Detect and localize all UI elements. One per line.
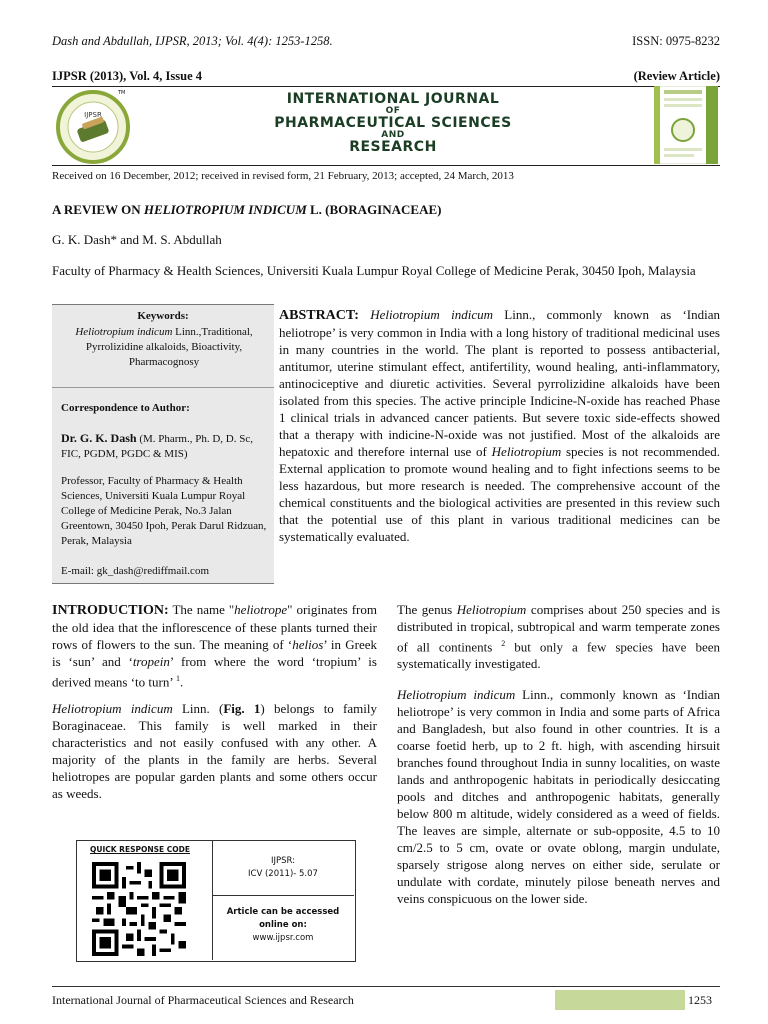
keywords-heading: Keywords: — [137, 310, 189, 322]
intro-paragraph-2 — [52, 700, 377, 802]
introduction-column — [52, 601, 377, 812]
banner-line-4: AND — [381, 130, 405, 140]
qr-access-line-1: Article can be accessed — [226, 907, 340, 917]
right-paragraph-2 — [397, 686, 720, 907]
intro-text: Linn. ( — [172, 701, 224, 717]
author-degrees: (M. Pharm., Ph. D, D. Sc, FIC, PGDM, PGDC & MIS) — [61, 433, 253, 460]
abstract-label: ABSTRACT: — [279, 308, 359, 323]
correspondence-address: Professor, Faculty of Pharmacy & Health Sciences, Universiti Kuala Lumpur Royal College of Medicine Perak, No.3 Jalan Greentown, 30450 Ipoh, Perak Darul Ridzuan, Perak, Malaysia — [61, 475, 267, 547]
banner-line-5: RESEARCH — [349, 139, 437, 155]
header-rule — [52, 86, 720, 87]
body-italic: Heliotropium indicum — [397, 687, 516, 703]
authors: G. K. Dash* and M. S. Abdullah — [52, 232, 222, 247]
abstract-species: Heliotropium indicum — [370, 307, 493, 322]
abstract-part-1: Linn., commonly known as ‘Indian heliotrope’ is very common in India with a long history of traditional medicinal uses in many countries in the world. The plant is reported to possess antibacterial, antitumor, uterine stimulant effect, antifertility, wound healing, anti-inflammatory, antinociceptive and diuretic activities. Several pyrrolizidine alkaloids have been isolated from this species. The active principle Indicine-N-oxide has reached Phase 1 clinical trials in advanced cancer patients. But severe toxic side-effects showed that a therapy with indicine-N-oxide was not justified. Most of the alkaloids are hepatoxic and therefore internal use of — [279, 307, 721, 459]
sidebar-divider — [52, 387, 274, 388]
issn: ISSN: 0975-8232 — [632, 34, 720, 48]
keywords-species: Heliotropium indicum — [75, 326, 173, 338]
logo-text: IJPSR — [84, 111, 102, 119]
page-number: 1253 — [688, 993, 712, 1007]
figure-1-link[interactable]: Fig. 1 — [223, 701, 261, 717]
qr-icv: ICV (2011)- 5.07 — [248, 869, 318, 879]
qr-url-link[interactable]: www.ijpsr.com — [252, 933, 314, 943]
article-type: (Review Article) — [633, 69, 720, 83]
correspondence-name — [61, 431, 273, 462]
qr-access-line-2: online on: — [259, 920, 307, 930]
qr-divider — [212, 895, 354, 896]
abstract-part-2: species is not recommended. External application to promote wound healing and to fight infections seems to be less hazardous, but more research is needed. The comprehensive account of the chemical constituents and the biological activities are presented in this review such that the potential use of this plant in various traditional medicines can be systematically evaluated. — [279, 444, 720, 544]
reference-2-link[interactable]: 2 — [501, 639, 506, 648]
correspondence-heading: Correspondence to Author: — [61, 402, 190, 414]
journal-logo — [56, 90, 130, 164]
reference-1-link[interactable]: 1 — [175, 674, 180, 683]
title-prefix: A REVIEW ON — [52, 202, 144, 217]
qr-ijpsr-label: IJPSR: — [270, 856, 296, 866]
intro-paragraph-1 — [52, 601, 377, 690]
body-text: comprises about 250 species and is distributed in tropical, subtropical and warm temperate zones of all continents — [397, 602, 720, 655]
intro-label: INTRODUCTION: — [52, 603, 169, 618]
author-name: Dr. G. K. Dash — [61, 431, 137, 445]
intro-text: . — [179, 674, 184, 690]
title-suffix: L. (BORAGINACEAE) — [306, 202, 442, 217]
intro-italic: helios — [292, 637, 324, 652]
body-italic: Heliotropium — [456, 602, 527, 617]
affiliation: Faculty of Pharmacy & Health Sciences, Universiti Kuala Lumpur Royal College of Medicine Perak, 30450 Ipoh, Malaysia — [52, 263, 696, 278]
intro-italic: Heliotropium indicum — [52, 701, 173, 717]
qr-heading: QUICK RESPONSE CODE — [90, 845, 190, 854]
body-text: The genus — [397, 602, 457, 617]
trademark: TM — [118, 90, 126, 96]
keywords-text — [58, 325, 270, 370]
correspondence-email: E-mail: gk_dash@rediffmail.com — [61, 565, 210, 577]
banner-line-1: INTERNATIONAL JOURNAL — [286, 91, 500, 107]
received-dates: Received on 16 December, 2012; received in revised form, 21 February, 2013; accepted, 24 March, 2013 — [52, 170, 514, 182]
intro-text: ’ from where the word ‘tropium’ is derived means ‘to turn’ — [52, 654, 377, 690]
qr-ijpsr — [212, 855, 354, 881]
volume-issue: IJPSR (2013), Vol. 4, Issue 4 — [52, 69, 203, 83]
abstract — [279, 306, 720, 545]
qr-access — [212, 906, 354, 945]
intro-text: " originates from the old idea that the inflorescence of these plants turned their rows of flowers to the sun. The meaning of ‘ — [52, 602, 377, 652]
intro-text: ’ in Greek is ‘sun’ and ‘ — [52, 637, 377, 669]
page-number-bar — [555, 990, 685, 1010]
body-text: but only a few species have been systematically investigated. — [397, 639, 720, 672]
qr-code-icon[interactable] — [92, 862, 186, 956]
article-title — [52, 202, 441, 218]
body-text: Linn., commonly known as ‘Indian heliotrope’ is very common in India and some parts of Africa and Bangladesh, but also found in other countries. It is a coarse foetid herb, up to 2 ft. high, with ascending hirsuit branches found throughout India in sunny localities, on waste lands and anthropogenic habitats in periodically desiccating pools and ditches and anthropogenic habitats, generally below 800 m altitude, widely considered as a weed of fields. The leaves are simple, alternate or sub-opposite, 4.5 to 10 cm/2.5 to 5 cm, ovate or ovate oblong, margin undulate, sparsely strigose along nerves on either side, serulate or undulate with cordate, minutely pilose beneath nerves and veins conspicuous on the lower side. — [397, 687, 720, 907]
banner-line-2: OF — [385, 106, 401, 116]
keywords-rest: Linn.,Traditional, Pyrrolizidine alkaloids, Bioactivity, Pharmacognosy — [85, 326, 253, 368]
title-species: HELIOTROPIUM INDICUM — [143, 202, 307, 217]
abstract-species-2: Heliotropium — [491, 444, 562, 459]
journal-cover-thumbnail — [654, 86, 718, 164]
banner-rule — [52, 165, 720, 166]
banner-line-3: PHARMACEUTICAL SCIENCES — [274, 115, 512, 131]
intro-italic: heliotrope — [234, 602, 288, 617]
footer-journal: International Journal of Pharmaceutical Sciences and Research — [52, 993, 354, 1007]
journal-banner — [262, 92, 524, 154]
footer-rule — [52, 986, 720, 987]
right-column — [397, 601, 720, 917]
right-paragraph-1 — [397, 601, 720, 672]
citation: Dash and Abdullah, IJPSR, 2013; Vol. 4(4): 1253-1258. — [52, 34, 333, 48]
intro-text: The name " — [168, 602, 235, 617]
intro-text: ) belongs to family Boraginaceae. This family is well marked in their characteristics and not easily confused with any other. A majority of the plants in the family are herbs. Several heliotropes are popular garden plants and some others occur as weeds. — [52, 701, 377, 802]
intro-italic: tropein — [132, 654, 170, 669]
